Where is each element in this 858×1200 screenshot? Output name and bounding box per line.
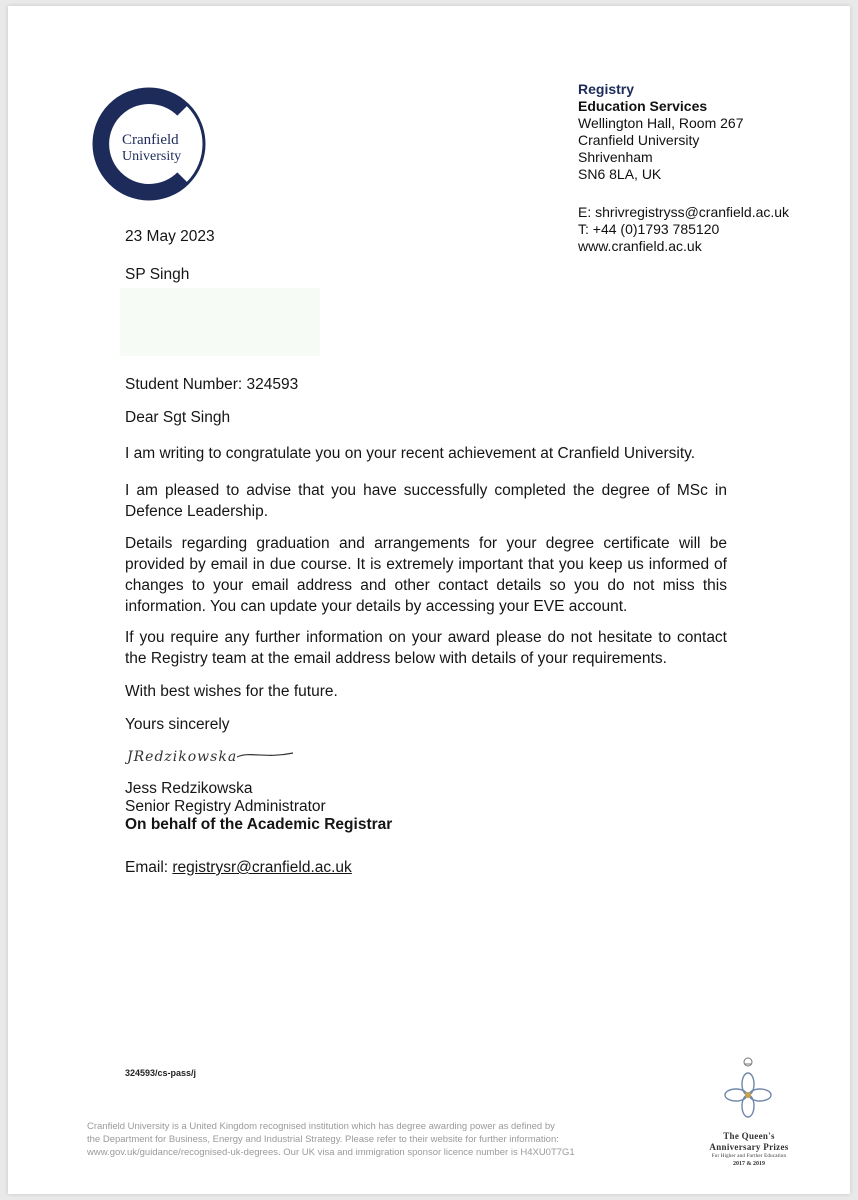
letter-date: 23 May 2023 (125, 228, 215, 245)
address-line: Cranfield University (578, 132, 700, 148)
signatory-name: Jess Redzikowska (125, 780, 253, 797)
queens-prize-subtitle: For Higher and Further Education (711, 1154, 787, 1159)
address-line: SN6 8LA, UK (578, 166, 662, 182)
queens-prize-title-2: Anniversary Prizes (709, 1142, 789, 1152)
registry-email-link[interactable]: registrysr@cranfield.ac.uk (172, 859, 352, 876)
address-line: Wellington Hall, Room 267 (578, 115, 744, 131)
queens-prize-emblem-icon (720, 1056, 776, 1128)
service-name: Education Services (578, 98, 708, 114)
footer-line: Cranfield University is a United Kingdom recognised institution which has degree awarding power as defined by (87, 1121, 555, 1132)
department-name: Registry (578, 81, 635, 97)
footer-disclaimer (87, 1120, 622, 1159)
document-reference: 324593/cs-pass/j (125, 1068, 197, 1078)
student-number: Student Number: 324593 (125, 376, 299, 393)
cranfield-logo (91, 86, 207, 202)
queens-prize-caption (684, 1131, 814, 1168)
recipient-name: SP Singh (125, 266, 190, 283)
email-label: Email: (125, 859, 169, 876)
handwritten-signature (125, 739, 295, 771)
closing: Yours sincerely (125, 716, 230, 733)
letterhead-contact (578, 204, 789, 255)
queens-prize-years: 2017 & 2019 (733, 1161, 765, 1167)
address-line: Shrivenham (578, 149, 653, 165)
paragraph-congratulations: I am writing to congratulate you on your recent achievement at Cranfield University. (125, 445, 696, 462)
signature-text: JRedzikowska (127, 749, 238, 765)
queens-prize-title-1: The Queen's (723, 1131, 775, 1141)
on-behalf-line: On behalf of the Academic Registrar (125, 816, 393, 833)
footer-line: the Department for Business, Energy and Industrial Strategy. Please refer to their website for further information: (87, 1134, 559, 1145)
signatory-title: Senior Registry Administrator (125, 798, 326, 815)
logo-line1: Cranfield (122, 132, 179, 148)
logo-line2: University (122, 149, 182, 164)
paragraph-further-info: If you require any further information on your award please do not hesitate to contact the Registry team at the email address below with details of your requirements. (125, 629, 727, 667)
letterhead-address (578, 81, 744, 183)
footer-line: www.gov.uk/guidance/recognised-uk-degrees. Our UK visa and immigration sponsor licence number is H4XU0T7G1 (87, 1147, 575, 1158)
paragraph-best-wishes: With best wishes for the future. (125, 683, 338, 700)
email-line (125, 857, 352, 878)
contact-website: www.cranfield.ac.uk (578, 238, 702, 254)
redacted-address (120, 288, 320, 356)
contact-phone: T: +44 (0)1793 785120 (578, 221, 720, 237)
paragraph-graduation-details: Details regarding graduation and arrangements for your degree certificate will be provided by email in due course. It is extremely important that you keep us informed of changes to your email address and other contact details so you do not miss this information. You can update your details by accessing your EVE account. (125, 535, 727, 615)
contact-email: E: shrivregistryss@cranfield.ac.uk (578, 204, 790, 220)
paragraph-degree: I am pleased to advise that you have successfully completed the degree of MSc in Defence Leadership. (125, 482, 727, 520)
letter-page (8, 6, 850, 1194)
salutation: Dear Sgt Singh (125, 409, 231, 426)
